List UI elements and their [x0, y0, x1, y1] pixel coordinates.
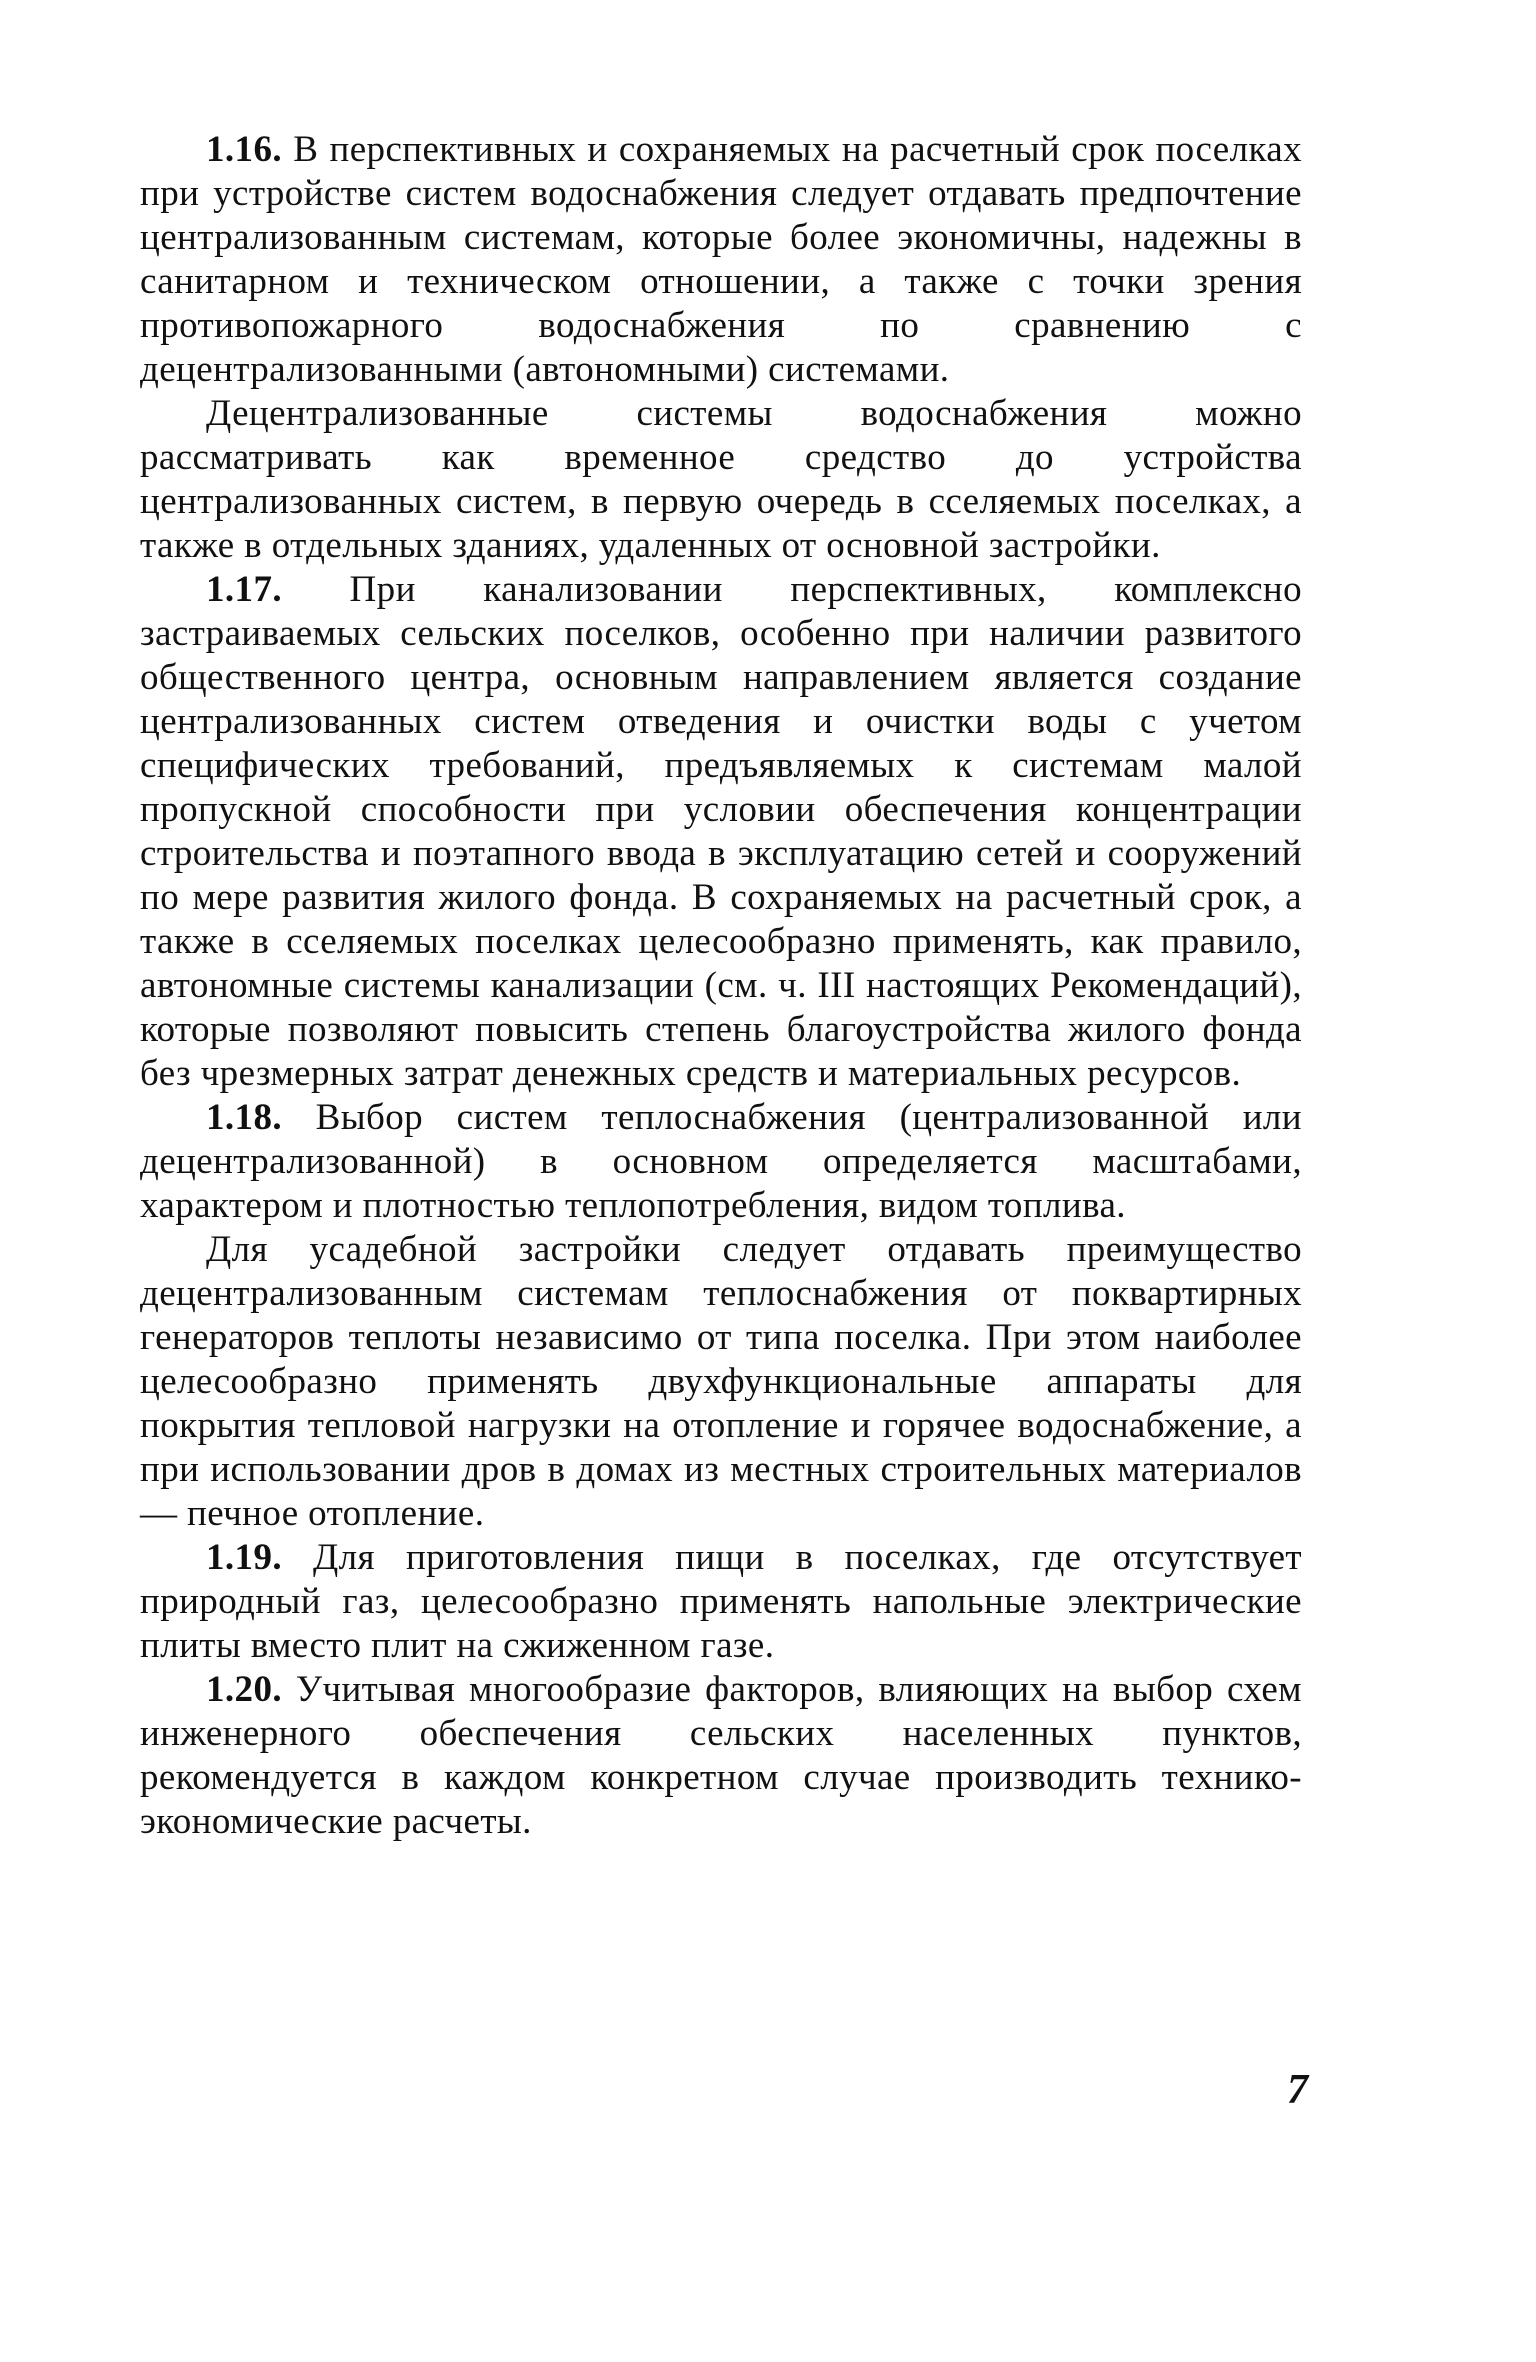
paragraph-text: Децентрализованные системы водоснабжения можно рассматривать как временное средство до устройства централизованных систем, в первую очередь в сселяемых поселках, а также в отдельных зданиях, удаленных от основной застройки. [140, 393, 1302, 566]
paragraph-text: Для усадебной застройки следует отдавать преимущество децентрализованным системам теплоснабжения от поквартирных генераторов теплоты независимо от типа поселка. При этом наиболее целесообразно применять двухфункциональные аппараты для покрытия тепловой нагрузки на отопление и горячее водоснабжение, а при использовании дров в домах из местных строительных материалов — печное отопление. [140, 1229, 1302, 1534]
paragraph-number: 1.19. [206, 1537, 282, 1578]
paragraph-text: Для приготовления пищи в поселках, где отсутствует природный газ, целесообразно применять напольные электрические плиты вместо плит на сжиженном газе. [140, 1537, 1302, 1666]
paragraph-1-20 [140, 1668, 1302, 1844]
paragraph-number: 1.17. [206, 569, 282, 610]
paragraph-1-17 [140, 568, 1302, 1096]
paragraph-1-18-continued [140, 1228, 1302, 1536]
paragraph-number: 1.16. [206, 129, 282, 170]
paragraph-1-19 [140, 1536, 1302, 1668]
page-body [140, 128, 1302, 1844]
paragraph-text: В перспективных и сохраняемых на расчетный срок поселках при устройстве систем водоснабжения следует отдавать предпочтение централизованным системам, которые более экономичны, надежны в санитарном и техническом отношении, а также с точки зрения противопожарного водоснабжения по сравнению с децентрализованными (автономными) системами. [140, 129, 1303, 390]
paragraph-number: 1.20. [206, 1669, 282, 1710]
paragraph-text: Учитывая многообразие факторов, влияющих на выбор схем инженерного обеспечения сельских населенных пунктов, рекомендуется в каждом конкретном случае производить технико-экономические расчеты. [140, 1669, 1302, 1842]
paragraph-1-16 [140, 128, 1302, 392]
page-number: 7 [1287, 2067, 1308, 2113]
paragraph-text: Выбор систем теплоснабжения (централизованной или децентрализованной) в основном определяется масштабами, характером и плотностью теплопотребления, видом топлива. [140, 1097, 1302, 1226]
paragraph-number: 1.18. [206, 1097, 282, 1138]
paragraph-1-18 [140, 1096, 1302, 1228]
paragraph-text: При канализовании перспективных, комплексно застраиваемых сельских поселков, особенно при наличии развитого общественного центра, основным направлением является создание централизованных систем отведения и очистки воды с учетом специфических требований, предъявляемых к системам малой пропускной способности при условии обеспечения концентрации строительства и поэтапного ввода в эксплуатацию сетей и сооружений по мере развития жилого фонда. В сохраняемых на расчетный срок, а также в сселяемых поселках целесообразно применять, как правило, автономные системы канализации (см. ч. III настоящих Рекомендаций), которые позволяют повысить степень благоустройства жилого фонда без чрезмерных затрат денежных средств и материальных ресурсов. [140, 569, 1303, 1094]
paragraph-1-16-continued [140, 392, 1302, 568]
